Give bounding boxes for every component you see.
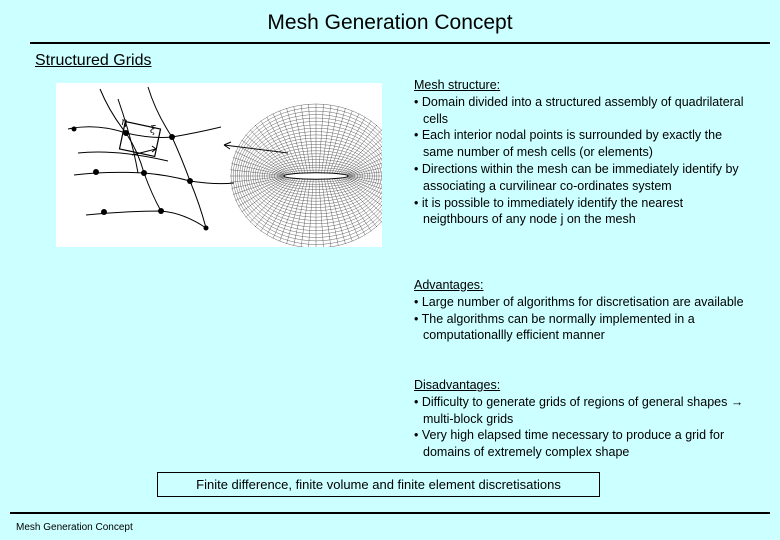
curvilinear-grid-sketch xyxy=(68,87,234,228)
disadvantages-bullet: • Difficulty to generate grids of regions of general shapes → multi-block grids xyxy=(414,394,744,426)
mesh-radial-line xyxy=(327,179,346,244)
footer-text: Mesh Generation Concept xyxy=(16,522,133,533)
mesh-radial-line xyxy=(342,135,382,175)
mesh-structure-bullet: • Directions within the mesh can be immediately identify by associating a curvilinear co-ordinates system xyxy=(414,161,739,193)
disadvantages-block xyxy=(414,377,744,461)
xi-label: ξ xyxy=(150,125,156,136)
mesh-radial-line xyxy=(280,111,303,173)
mesh-structure-bullet: • Each interior nodal points is surrounded by exactly the same number of mesh cells (or elements) xyxy=(414,128,723,160)
airfoil-shape xyxy=(284,173,348,179)
mesh-radial-line xyxy=(242,178,289,212)
slide-title: Mesh Generation Concept xyxy=(267,11,513,34)
top-divider xyxy=(30,42,770,44)
structured-grid-figure xyxy=(56,83,382,247)
mesh-structure-bullet: • Domain divided into a structured assembly of quadrilateral cells xyxy=(414,94,744,126)
mesh-structure-block xyxy=(414,77,744,228)
eta-label: η xyxy=(121,117,127,128)
advantages-heading: Advantages: xyxy=(414,278,484,292)
mesh-radial-line xyxy=(280,179,303,241)
mesh-radial-line xyxy=(287,179,306,244)
bottom-divider xyxy=(10,512,770,514)
mesh-radial-line xyxy=(327,108,346,173)
mesh-radial-line xyxy=(242,140,289,174)
advantages-bullet: • The algorithms can be normally implemented in a computationallly efficient manner xyxy=(414,311,695,343)
discretisation-summary-box: Finite difference, finite volume and finite element discretisations xyxy=(157,472,600,497)
advantages-bullet: • Large number of algorithms for discretisation are available xyxy=(414,294,744,309)
mesh-radial-line xyxy=(330,179,353,241)
mesh-structure-heading: Mesh structure: xyxy=(414,78,501,92)
mesh-structure-bullet: • it is possible to immediately identify the nearest neigthbours of any node j on the mesh xyxy=(414,195,684,227)
section-title: Structured Grids xyxy=(35,52,152,69)
disadvantages-bullet: • Very high elapsed time necessary to produce a grid for domains of extremely complex shape xyxy=(414,428,725,460)
disadvantages-heading: Disadvantages: xyxy=(414,378,501,392)
mesh-radial-line xyxy=(342,178,382,218)
mesh-radial-line xyxy=(287,108,306,173)
advantages-block xyxy=(414,277,744,344)
mesh-radial-line xyxy=(330,111,353,173)
